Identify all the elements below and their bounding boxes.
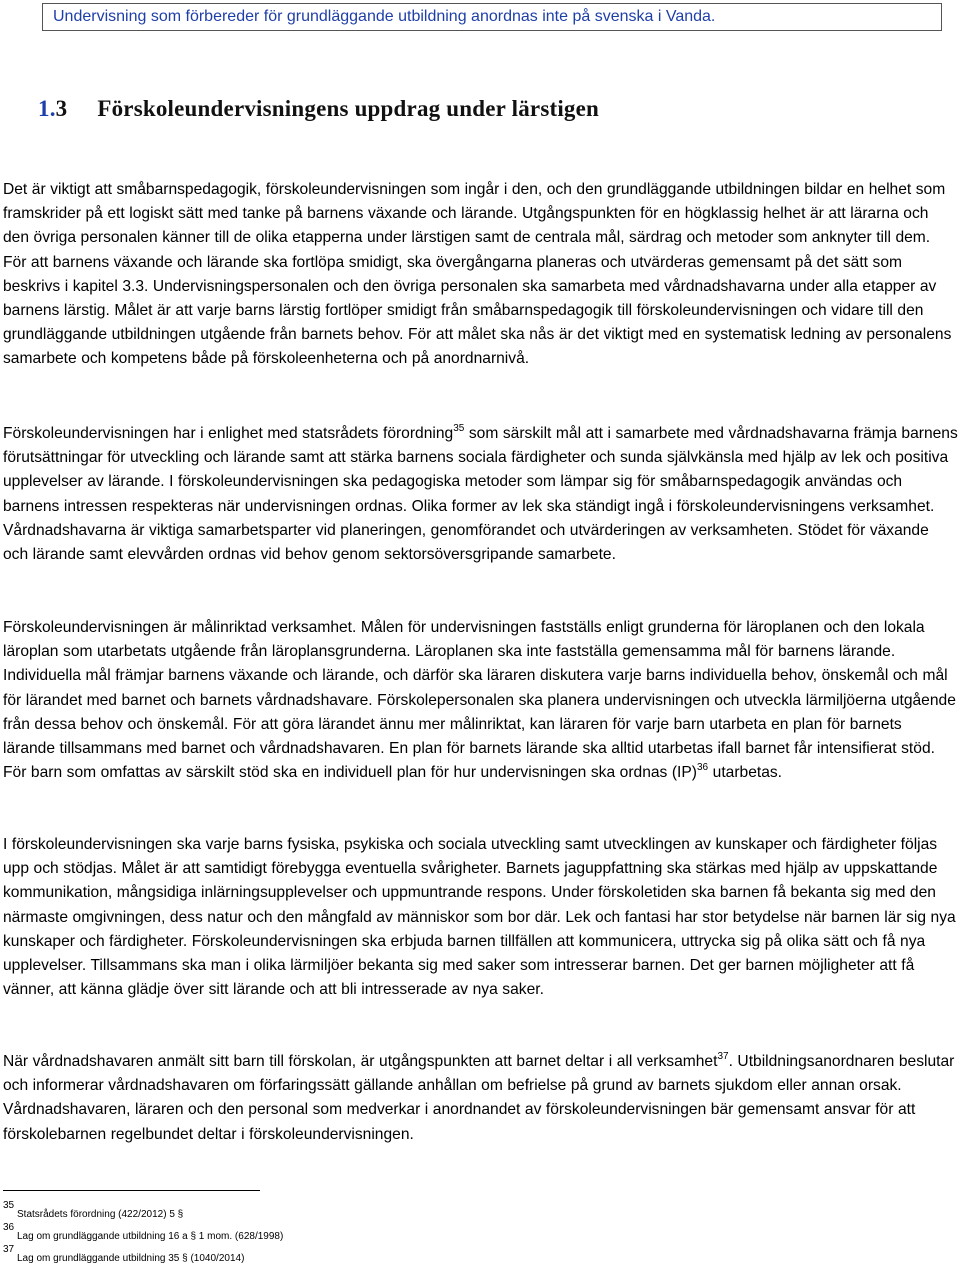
section-number-prefix: 1. — [38, 96, 56, 121]
footnote-ref-36[interactable]: 36 — [697, 762, 709, 774]
footnote-text: Lag om grundläggande utbildning 16 a § 1 mom. (628/1998) — [17, 1231, 284, 1242]
paragraph-development-support: I förskoleundervisningen ska varje barns fysiska, psykiska och sociala utveckling samt utvecklingen av kunskaper och färdigheter följas upp och stödjas. Målet är att samtidigt förebygga eventuella svårigheter. Barnets jaguppfattning ska stärkas med hjälp av uppskattande kommunikation, mångsidiga inlärningsupplevelser och uppmuntrande respons. Under förskoletiden ska barnen få bekanta sig med den närmaste omgivningen, dess natur och den mångfald av människor som bor där. Lek och fantasi har stor betydelse när barnen lär sig nya kunskaper och färdigheter. Förskoleundervisningen ska erbjuda barnen tillfällen att kommunicera, uttrycka sig på olika sätt och få nya upplevelser. Tillsammans ska man i olika lärmiljöer bekanta sig med saker som intresserar barnen. Det ger barnen möjligheter att få vänner, att känna glädje över sitt lärande och att bli intresserade av nya saker. — [3, 836, 956, 999]
footnote-number: 36 — [3, 1222, 15, 1233]
paragraph-learning-path: Det är viktigt att småbarnspedagogik, förskoleundervisningen som ingår i den, och den grundläggande utbildningen bildar en helhet som framskrider på ett logiskt sätt med tanke på barnens växande och lärande. Utgångspunkten för en högklassig helhet är att lärarna och den övriga personalen känner till de olika etapperna under lärstigen samt de centrala mål, särdrag och metoder som anknyter till dem. För att barnens växande och lärande ska fortlöpa smidigt, ska övergångarna planeras och utvärderas gemensamt på det sätt som beskrivs i kapitel 3.3. Undervisningspersonalen och den övriga personalen ska samarbeta med vårdnadshavarna under alla etapper av barnens lärstig. Målet är att varje barns lärstig fortlöper smidigt från småbarnspedagogik till förskoleundervisningen och vidare till den grundläggande utbildningen utgående från barnets behov. För att målet ska nås är det viktigt med en systematisk ledning av personalens samarbete och kompetens både på förskoleenheterna och på anordnarnivå. — [3, 181, 952, 368]
paragraph-participation — [3, 1050, 958, 1147]
paragraph-text: Förskoleundervisningen är målinriktad verksamhet. Målen för undervisningen fastställs enligt grunderna för läroplanen och den lokala läroplan som utarbetats utgående från läroplansgrunderna. Läroplanen ska inte fastställa gemensamma mål för barnens lärande. Individuella mål främjar barnens växande och lärande, och därför ska läraren diskutera varje barns individuella behov, önskemål och mål för lärandet med barnet och barnets vårdnadshavare. Förskolepersonalen ska planera undervisningen och utveckla lärmiljöerna utgående från dessa behov och önskemål. För att göra lärandet ännu mer målinriktat, kan läraren för varje barn utarbeta en plan för barnets lärande tillsammans med barnet och vårdnadshavaren. En plan för barnets lärande ska alltid utarbetas ifall barnet får intensifierat stöd. För barn som omfattas av särskilt stöd ska en individuell plan för hur undervisningen ska ordnas (IP) — [3, 619, 956, 782]
section-number-suffix: 3 — [55, 96, 68, 121]
section-heading — [38, 96, 599, 122]
section-title: Förskoleundervisningens uppdrag under lärstigen — [97, 96, 600, 121]
footnote-number: 37 — [3, 1244, 15, 1255]
footnote-text: Statsrådets förordning (422/2012) 5 § — [17, 1209, 184, 1220]
footnote-ref-35[interactable]: 35 — [453, 423, 465, 434]
paragraph-text: som särskilt mål att i samarbete med vårdnadshavarna främja barnens förutsättningar för utveckling och lärande samt att stärka barnens sociala färdigheter och sunda självkänsla med hjälp av lek och positiva upplevelser av lärande. I förskoleundervisningen ska pedagogiska metoder som lämpar sig för småbarnspedagogik användas och barnens intressen respekteras när undervisningen ordnas. Olika former av lek ska ständigt ingå i förskoleundervisningens verksamhet. Vårdnadshavarna är viktiga samarbetsparter vid planeringen, genomförandet och utvärderingen av verksamheten. Stödet för växande och lärande samt elevvården ordnas vid behov genom sektorsöversgripande samarbete. — [3, 425, 958, 564]
footnote-divider — [3, 1190, 260, 1191]
paragraph-text: När vårdnadshavaren anmält sitt barn till förskolan, är utgångspunkten att barnet deltar i all verksamhet — [3, 1053, 718, 1070]
paragraph-text: . Utbildningsanordnaren beslutar och informerar vårdnadshavaren om förfaringssätt gällande anhållan om befrielse på grund av barnets sjukdom eller annan orsak. Vårdnadshavaren, läraren och den personal som medverkar i anordnandet av förskoleundervisningen bär gemensamt ansvar för att förskolebarnen regelbundet deltar i förskoleundervisningen. — [3, 1053, 955, 1143]
paragraph-preschool-goals — [3, 422, 958, 567]
footnote-35 — [3, 1200, 183, 1220]
footnote-ref-37[interactable]: 37 — [717, 1051, 729, 1062]
footnote-text: Lag om grundläggande utbildning 35 § (1040/2014) — [17, 1253, 245, 1264]
paragraph-goal-oriented — [3, 616, 958, 785]
language-notice-box — [42, 3, 942, 31]
footnote-36 — [3, 1222, 283, 1242]
footnote-number: 35 — [3, 1200, 15, 1211]
paragraph-text: utarbetas. — [708, 764, 783, 782]
language-notice-text: Undervisning som förbereder för grundläggande utbildning anordnas inte på svenska i Vanda. — [53, 8, 716, 25]
footnote-37 — [3, 1244, 244, 1264]
paragraph-text: Förskoleundervisningen har i enlighet med statsrådets förordning — [3, 425, 454, 442]
